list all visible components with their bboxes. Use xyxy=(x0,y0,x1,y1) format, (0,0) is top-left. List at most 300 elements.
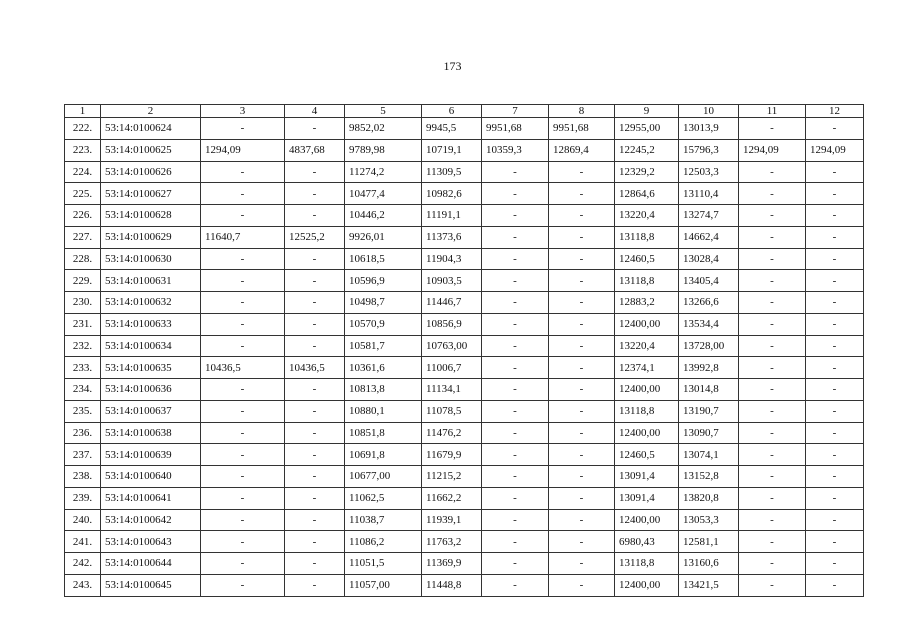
table-cell: 15796,3 xyxy=(679,139,739,161)
table-cell: - xyxy=(549,444,615,466)
table-cell: - xyxy=(482,553,549,575)
table-cell: - xyxy=(739,487,806,509)
table-cell: 53:14:0100625 xyxy=(101,139,201,161)
table-cell: - xyxy=(806,444,864,466)
table-cell: - xyxy=(482,422,549,444)
table-cell: - xyxy=(806,118,864,140)
table-row xyxy=(65,205,864,227)
table-cell: 53:14:0100645 xyxy=(101,574,201,596)
table-cell: - xyxy=(482,531,549,553)
table-cell: 10436,5 xyxy=(201,357,285,379)
column-header: 8 xyxy=(549,105,615,118)
table-cell: - xyxy=(549,487,615,509)
row-number-cell: 236. xyxy=(65,422,101,444)
table-cell: 9945,5 xyxy=(422,118,482,140)
table-cell: 11939,1 xyxy=(422,509,482,531)
column-header: 11 xyxy=(739,105,806,118)
row-number-cell: 222. xyxy=(65,118,101,140)
row-number-cell: 235. xyxy=(65,400,101,422)
table-cell: 9852,02 xyxy=(345,118,422,140)
table-cell: - xyxy=(285,553,345,575)
row-number-cell: 227. xyxy=(65,226,101,248)
table-row xyxy=(65,487,864,509)
column-header: 9 xyxy=(615,105,679,118)
table-row xyxy=(65,509,864,531)
table-cell: 11476,2 xyxy=(422,422,482,444)
row-number-cell: 238. xyxy=(65,466,101,488)
table-cell: - xyxy=(201,205,285,227)
table-cell: - xyxy=(201,292,285,314)
table-cell: - xyxy=(201,248,285,270)
table-cell: 53:14:0100630 xyxy=(101,248,201,270)
table-cell: - xyxy=(549,205,615,227)
table-cell: - xyxy=(739,205,806,227)
table-cell: 11309,5 xyxy=(422,161,482,183)
table-cell: - xyxy=(201,422,285,444)
table-cell: - xyxy=(549,531,615,553)
table-cell: 12400,00 xyxy=(615,422,679,444)
row-number-cell: 228. xyxy=(65,248,101,270)
table-cell: - xyxy=(201,509,285,531)
table-row xyxy=(65,335,864,357)
table-cell: - xyxy=(549,335,615,357)
row-number-cell: 229. xyxy=(65,270,101,292)
table-cell: 53:14:0100634 xyxy=(101,335,201,357)
table-cell: 11446,7 xyxy=(422,292,482,314)
table-cell: 11904,3 xyxy=(422,248,482,270)
table-cell: 53:14:0100637 xyxy=(101,400,201,422)
table-cell: 11057,00 xyxy=(345,574,422,596)
table-cell: - xyxy=(739,292,806,314)
table-cell: - xyxy=(739,183,806,205)
table-cell: - xyxy=(806,509,864,531)
column-header: 4 xyxy=(285,105,345,118)
table-cell: - xyxy=(285,466,345,488)
column-header: 10 xyxy=(679,105,739,118)
table-cell: 13091,4 xyxy=(615,487,679,509)
table-cell: - xyxy=(201,574,285,596)
column-header: 12 xyxy=(806,105,864,118)
table-cell: 10691,8 xyxy=(345,444,422,466)
table-cell: - xyxy=(806,400,864,422)
table-cell: 4837,68 xyxy=(285,139,345,161)
table-cell: 13118,8 xyxy=(615,226,679,248)
table-cell: - xyxy=(739,313,806,335)
table-cell: - xyxy=(739,226,806,248)
table-cell: 13728,00 xyxy=(679,335,739,357)
table-cell: - xyxy=(739,509,806,531)
table-cell: - xyxy=(482,379,549,401)
table-cell: - xyxy=(201,379,285,401)
table-cell: 13274,7 xyxy=(679,205,739,227)
table-cell: 53:14:0100627 xyxy=(101,183,201,205)
table-cell: 13013,9 xyxy=(679,118,739,140)
header-row xyxy=(65,105,864,118)
table-row xyxy=(65,313,864,335)
table-cell: 11062,5 xyxy=(345,487,422,509)
table-cell: - xyxy=(739,248,806,270)
table-cell: 1294,09 xyxy=(739,139,806,161)
table-cell: - xyxy=(806,226,864,248)
row-number-cell: 224. xyxy=(65,161,101,183)
table-cell: - xyxy=(806,553,864,575)
table-cell: 12400,00 xyxy=(615,574,679,596)
table-cell: - xyxy=(739,553,806,575)
table-cell: - xyxy=(201,183,285,205)
table-cell: 53:14:0100643 xyxy=(101,531,201,553)
table-cell: 11274,2 xyxy=(345,161,422,183)
table-row xyxy=(65,118,864,140)
table-cell: 9789,98 xyxy=(345,139,422,161)
table-cell: 6980,43 xyxy=(615,531,679,553)
column-header: 1 xyxy=(65,105,101,118)
table-cell: 10359,3 xyxy=(482,139,549,161)
table-cell: - xyxy=(549,357,615,379)
table-cell: - xyxy=(482,313,549,335)
row-number-cell: 223. xyxy=(65,139,101,161)
table-cell: - xyxy=(482,574,549,596)
table-cell: - xyxy=(739,574,806,596)
table-cell: 53:14:0100644 xyxy=(101,553,201,575)
table-cell: 10813,8 xyxy=(345,379,422,401)
row-number-cell: 234. xyxy=(65,379,101,401)
table-row xyxy=(65,270,864,292)
table-cell: 11191,1 xyxy=(422,205,482,227)
table-cell: - xyxy=(285,574,345,596)
row-number-cell: 231. xyxy=(65,313,101,335)
table-cell: - xyxy=(806,205,864,227)
table-row xyxy=(65,466,864,488)
table-cell: 13118,8 xyxy=(615,400,679,422)
table-cell: 12245,2 xyxy=(615,139,679,161)
table-cell: - xyxy=(549,161,615,183)
table-cell: 11051,5 xyxy=(345,553,422,575)
table-cell: - xyxy=(806,335,864,357)
table-cell: - xyxy=(739,422,806,444)
table-cell: - xyxy=(549,183,615,205)
table-row xyxy=(65,161,864,183)
table-cell: - xyxy=(482,226,549,248)
table-cell: 13110,4 xyxy=(679,183,739,205)
table-row xyxy=(65,379,864,401)
row-number-cell: 226. xyxy=(65,205,101,227)
table-cell: 13152,8 xyxy=(679,466,739,488)
table-cell: 11078,5 xyxy=(422,400,482,422)
table-cell: - xyxy=(739,118,806,140)
table-cell: 10361,6 xyxy=(345,357,422,379)
table-cell: 13534,4 xyxy=(679,313,739,335)
table-cell: - xyxy=(201,161,285,183)
table-cell: 12400,00 xyxy=(615,379,679,401)
table-cell: - xyxy=(482,270,549,292)
table-cell: 10618,5 xyxy=(345,248,422,270)
table-cell: - xyxy=(739,400,806,422)
table-cell: - xyxy=(549,379,615,401)
table-cell: - xyxy=(285,400,345,422)
table-body xyxy=(65,118,864,597)
table-cell: 53:14:0100642 xyxy=(101,509,201,531)
table-row xyxy=(65,531,864,553)
table-cell: - xyxy=(482,161,549,183)
row-number-cell: 240. xyxy=(65,509,101,531)
table-cell: - xyxy=(549,270,615,292)
table-cell: - xyxy=(201,400,285,422)
table-cell: 12581,1 xyxy=(679,531,739,553)
table-cell: - xyxy=(285,161,345,183)
table-cell: 12400,00 xyxy=(615,313,679,335)
table-cell: 11763,2 xyxy=(422,531,482,553)
table-cell: 1294,09 xyxy=(806,139,864,161)
table-cell: 13160,6 xyxy=(679,553,739,575)
table-cell: - xyxy=(482,183,549,205)
table-cell: - xyxy=(806,379,864,401)
table-cell: - xyxy=(285,118,345,140)
table-cell: - xyxy=(285,248,345,270)
row-number-cell: 230. xyxy=(65,292,101,314)
table-cell: 13421,5 xyxy=(679,574,739,596)
table-cell: 13074,1 xyxy=(679,444,739,466)
table-cell: 11215,2 xyxy=(422,466,482,488)
table-cell: 53:14:0100626 xyxy=(101,161,201,183)
row-number-cell: 225. xyxy=(65,183,101,205)
table-cell: 9926,01 xyxy=(345,226,422,248)
table-cell: - xyxy=(549,248,615,270)
table-cell: - xyxy=(806,248,864,270)
table-cell: - xyxy=(482,205,549,227)
table-cell: 10982,6 xyxy=(422,183,482,205)
table-cell: 12525,2 xyxy=(285,226,345,248)
table-cell: 10446,2 xyxy=(345,205,422,227)
table-cell: - xyxy=(739,466,806,488)
table-cell: - xyxy=(806,161,864,183)
row-number-cell: 242. xyxy=(65,553,101,575)
table-cell: 10851,8 xyxy=(345,422,422,444)
table-cell: 12460,5 xyxy=(615,248,679,270)
table-cell: 13220,4 xyxy=(615,335,679,357)
table-cell: - xyxy=(739,270,806,292)
table-cell: 11448,8 xyxy=(422,574,482,596)
table-cell: 12460,5 xyxy=(615,444,679,466)
table-cell: 53:14:0100631 xyxy=(101,270,201,292)
table-cell: - xyxy=(806,292,864,314)
table-cell: - xyxy=(806,357,864,379)
table-cell: 13090,7 xyxy=(679,422,739,444)
table-row xyxy=(65,400,864,422)
table-cell: 10856,9 xyxy=(422,313,482,335)
table-cell: 13014,8 xyxy=(679,379,739,401)
table-row xyxy=(65,139,864,161)
table-cell: 12400,00 xyxy=(615,509,679,531)
table-cell: 13266,6 xyxy=(679,292,739,314)
table-cell: - xyxy=(549,400,615,422)
table-cell: - xyxy=(806,531,864,553)
row-number-cell: 232. xyxy=(65,335,101,357)
table-cell: 11373,6 xyxy=(422,226,482,248)
table-cell: 9951,68 xyxy=(549,118,615,140)
table-cell: - xyxy=(285,270,345,292)
table-cell: - xyxy=(549,292,615,314)
table-cell: - xyxy=(285,379,345,401)
table-cell: - xyxy=(806,422,864,444)
table-cell: - xyxy=(285,422,345,444)
table-cell: 12869,4 xyxy=(549,139,615,161)
table-cell: - xyxy=(549,466,615,488)
column-header: 3 xyxy=(201,105,285,118)
table-row xyxy=(65,183,864,205)
table-cell: - xyxy=(285,444,345,466)
table-cell: - xyxy=(806,270,864,292)
table-cell: - xyxy=(285,183,345,205)
table-cell: - xyxy=(201,335,285,357)
table-cell: - xyxy=(739,161,806,183)
table-cell: 11038,7 xyxy=(345,509,422,531)
table-cell: 10596,9 xyxy=(345,270,422,292)
table-cell: - xyxy=(806,574,864,596)
table-cell: - xyxy=(806,487,864,509)
table-cell: - xyxy=(201,270,285,292)
table-cell: 11134,1 xyxy=(422,379,482,401)
table-cell: - xyxy=(482,335,549,357)
table-cell: 13118,8 xyxy=(615,553,679,575)
table-cell: - xyxy=(201,553,285,575)
table-cell: 13220,4 xyxy=(615,205,679,227)
data-table xyxy=(64,104,864,597)
table-cell: - xyxy=(201,444,285,466)
table-cell: - xyxy=(285,487,345,509)
table-cell: 53:14:0100640 xyxy=(101,466,201,488)
table-cell: - xyxy=(482,357,549,379)
table-row xyxy=(65,226,864,248)
table-cell: 12864,6 xyxy=(615,183,679,205)
column-header: 7 xyxy=(482,105,549,118)
table-cell: - xyxy=(285,292,345,314)
table-cell: 10719,1 xyxy=(422,139,482,161)
table-cell: 13091,4 xyxy=(615,466,679,488)
table-cell: 53:14:0100641 xyxy=(101,487,201,509)
table-cell: - xyxy=(806,313,864,335)
table-cell: - xyxy=(482,509,549,531)
table-cell: 12503,3 xyxy=(679,161,739,183)
table-cell: 12883,2 xyxy=(615,292,679,314)
table-cell: - xyxy=(201,487,285,509)
column-header: 2 xyxy=(101,105,201,118)
table-cell: - xyxy=(549,574,615,596)
table-cell: - xyxy=(285,509,345,531)
table-cell: 10677,00 xyxy=(345,466,422,488)
page-number: 173 xyxy=(443,59,462,73)
table-cell: - xyxy=(482,248,549,270)
column-header: 6 xyxy=(422,105,482,118)
table-cell: 11662,2 xyxy=(422,487,482,509)
table-cell: - xyxy=(806,183,864,205)
table-row xyxy=(65,444,864,466)
table-row xyxy=(65,574,864,596)
column-header: 5 xyxy=(345,105,422,118)
table-cell: 14662,4 xyxy=(679,226,739,248)
table-cell: 11369,9 xyxy=(422,553,482,575)
table-cell: 10477,4 xyxy=(345,183,422,205)
table-cell: - xyxy=(285,313,345,335)
table-cell: 12955,00 xyxy=(615,118,679,140)
table-cell: 10581,7 xyxy=(345,335,422,357)
table-cell: - xyxy=(549,422,615,444)
table-cell: - xyxy=(482,444,549,466)
table-cell: 11086,2 xyxy=(345,531,422,553)
table-cell: 12329,2 xyxy=(615,161,679,183)
table-cell: 53:14:0100639 xyxy=(101,444,201,466)
table-cell: - xyxy=(482,466,549,488)
row-number-cell: 233. xyxy=(65,357,101,379)
row-number-cell: 243. xyxy=(65,574,101,596)
table-cell: 10880,1 xyxy=(345,400,422,422)
row-number-cell: 239. xyxy=(65,487,101,509)
table-cell: 13820,8 xyxy=(679,487,739,509)
table-cell: - xyxy=(739,379,806,401)
table-cell: - xyxy=(482,487,549,509)
table-cell: 10763,00 xyxy=(422,335,482,357)
table-cell: - xyxy=(806,466,864,488)
table-cell: 53:14:0100632 xyxy=(101,292,201,314)
table-cell: 9951,68 xyxy=(482,118,549,140)
table-cell: - xyxy=(482,292,549,314)
table-cell: 53:14:0100638 xyxy=(101,422,201,444)
table-cell: 13992,8 xyxy=(679,357,739,379)
table-cell: - xyxy=(285,205,345,227)
table-cell: - xyxy=(739,335,806,357)
table-cell: 13118,8 xyxy=(615,270,679,292)
table-row xyxy=(65,248,864,270)
table-cell: 11679,9 xyxy=(422,444,482,466)
table-cell: - xyxy=(201,313,285,335)
table-cell: 12374,1 xyxy=(615,357,679,379)
table-cell: 10570,9 xyxy=(345,313,422,335)
table-cell: - xyxy=(739,531,806,553)
table-cell: 13405,4 xyxy=(679,270,739,292)
table-cell: - xyxy=(739,444,806,466)
table-cell: - xyxy=(549,313,615,335)
table-cell: 11006,7 xyxy=(422,357,482,379)
table-cell: 13053,3 xyxy=(679,509,739,531)
table-cell: 53:14:0100633 xyxy=(101,313,201,335)
table-cell: 10436,5 xyxy=(285,357,345,379)
table-row xyxy=(65,422,864,444)
table-cell: - xyxy=(549,553,615,575)
table-cell: - xyxy=(201,531,285,553)
table-cell: - xyxy=(201,118,285,140)
row-number-cell: 241. xyxy=(65,531,101,553)
table-cell: 53:14:0100635 xyxy=(101,357,201,379)
table-cell: 13028,4 xyxy=(679,248,739,270)
table-row xyxy=(65,553,864,575)
table-cell: 10903,5 xyxy=(422,270,482,292)
table-cell: 10498,7 xyxy=(345,292,422,314)
table-cell: 11640,7 xyxy=(201,226,285,248)
table-cell: 53:14:0100624 xyxy=(101,118,201,140)
table-cell: - xyxy=(482,400,549,422)
table-row xyxy=(65,292,864,314)
table-cell: - xyxy=(549,509,615,531)
table-row xyxy=(65,357,864,379)
table-cell: 1294,09 xyxy=(201,139,285,161)
table-cell: - xyxy=(201,466,285,488)
table-cell: 53:14:0100629 xyxy=(101,226,201,248)
table-cell: 53:14:0100628 xyxy=(101,205,201,227)
table-cell: - xyxy=(285,335,345,357)
table-cell: 13190,7 xyxy=(679,400,739,422)
table-cell: - xyxy=(549,226,615,248)
row-number-cell: 237. xyxy=(65,444,101,466)
table-cell: - xyxy=(739,357,806,379)
